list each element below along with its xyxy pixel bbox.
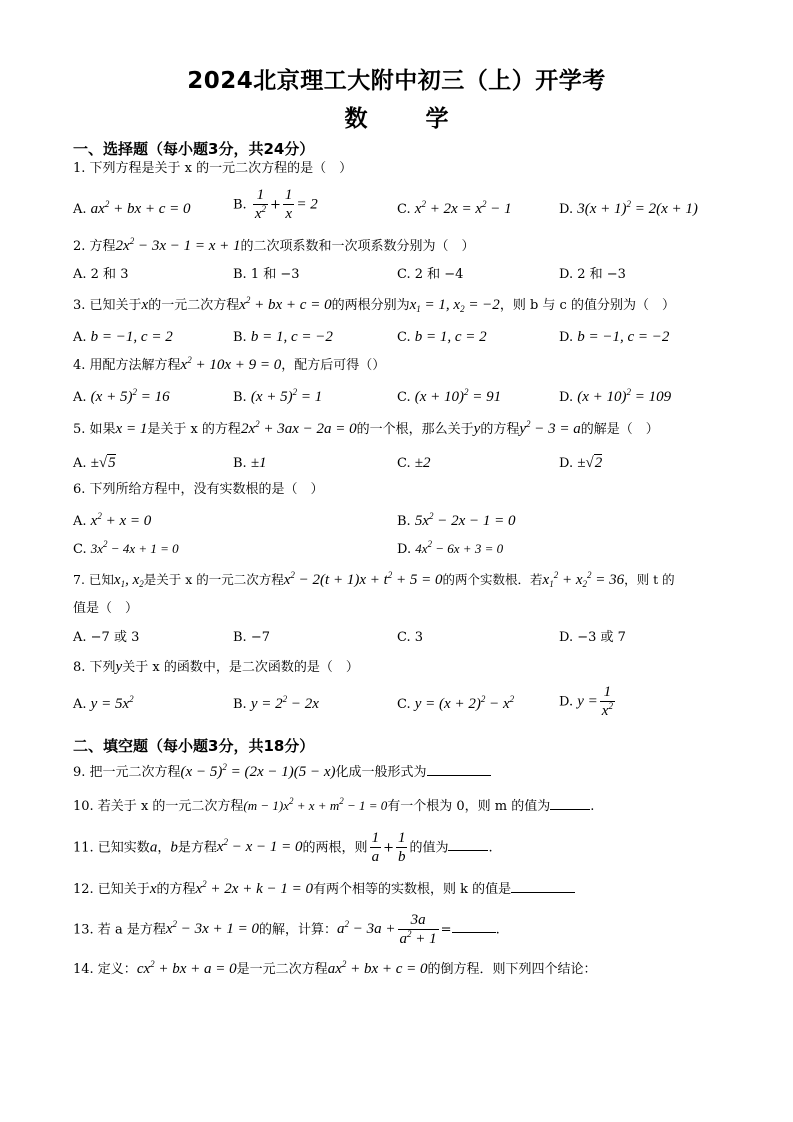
q1-option-b: B. $\frac{1}{x^2}$ + $\frac{1}{x}$ = 2 bbox=[233, 187, 318, 222]
q8-option-b: B. $y = 2^2 - 2x$ bbox=[233, 694, 319, 712]
q8-option-d: D. y = $\frac{1}{x^2}$ bbox=[559, 684, 613, 719]
section-heading-choice: 一、选择题（每小题3分，共24分） bbox=[73, 140, 315, 158]
q1-option-a: A. $ax^2$ + bx + c = 0 bbox=[73, 199, 191, 217]
q10-stem: 10. 若关于 x 的一元二次方程$(m - 1)x^2 + x + m^2 - 1 = 0$有一个根为 0，则 m 的值为 . bbox=[73, 796, 595, 814]
q9-stem: 9. 把一元二次方程$(x - 5)^2 = (2x - 1)(5 - x)$化成一般形式为 bbox=[73, 763, 491, 781]
q7-option-a: A. −7 或 3 bbox=[73, 630, 140, 645]
q4-option-b: B. $(x + 5)^2 = 1$ bbox=[233, 387, 323, 405]
q1-option-c: C. $x^2 + 2x = x^2 - 1$ bbox=[397, 199, 512, 217]
q4-option-a: A. $(x + 5)^2 = 16$ bbox=[73, 387, 170, 405]
q8-stem: 8. 下列y关于 x 的函数中，是二次函数的是（ ） bbox=[73, 659, 359, 675]
q3-option-b: B. b = 1, c = −2 bbox=[233, 329, 333, 345]
q6-option-a: A. $x^2 + x = 0$ bbox=[73, 511, 152, 529]
q2-stem: 2. 方程$2x^2 - 3x - 1 = x + 1$的二次项系数和一次项系数分别为（ ） bbox=[73, 236, 475, 254]
q4-option-c: C. $(x + 10)^2 = 91$ bbox=[397, 387, 502, 405]
q1-stem: 1. 下列方程是关于 x 的一元二次方程的是（ ） bbox=[73, 161, 353, 176]
q5-stem: 5. 如果x = 1是关于 x 的方程$2x^2 + 3ax - 2a = 0$的一个根，那么关于y的方程$y^2 - 3 = a$的解是（ ） bbox=[73, 419, 659, 437]
q7-stem-continued: 值是（ ） bbox=[73, 601, 139, 616]
q4-stem: 4. 用配方法解方程$x^2 + 10x + 9 = 0$，配方后可得（） bbox=[73, 355, 386, 373]
q3-option-c: C. b = 1, c = 2 bbox=[397, 329, 487, 345]
q7-option-c: C. 3 bbox=[397, 630, 424, 645]
q2-option-a: A. 2 和 3 bbox=[73, 267, 129, 282]
q5-option-b: B. ±1 bbox=[233, 455, 267, 471]
q8-option-a: A. $y = 5x^2$ bbox=[73, 694, 134, 712]
q6-option-c: C. $3x^2 - 4x + 1 = 0$ bbox=[73, 539, 179, 557]
q13-stem: 13. 若 a 是方程$x^2 - 3x + 1 = 0$的解，计算：$a^2 - 3a$ + $\frac{3a}{a^2 + 1}$ = . bbox=[73, 912, 500, 947]
q2-option-b: B. 1 和 −3 bbox=[233, 267, 300, 282]
q4-option-d: D. $(x + 10)^2 = 109$ bbox=[559, 387, 672, 405]
exam-title: 2024北京理工大附中初三（上）开学考 bbox=[187, 68, 606, 94]
q3-option-a: A. b = −1, c = 2 bbox=[73, 329, 173, 345]
q14-stem: 14. 定义：$cx^2$ + bx + a = 0是一元二次方程$ax^2$ + bx + c = 0的倒方程．则下列四个结论： bbox=[73, 959, 597, 977]
q2-option-d: D. 2 和 −3 bbox=[559, 267, 626, 282]
q7-stem: 7. 已知$x_1$, $x_2$是关于 x 的一元二次方程$x^2 - 2(t + 1)x + t^2 + 5 = 0$的两个实数根．若$x_1^2 + x_2^2 = 36$，则 t 的 bbox=[73, 570, 675, 589]
q6-option-d: D. $4x^2 - 6x + 3 = 0$ bbox=[397, 539, 504, 557]
q5-option-d: D. ±√2 bbox=[559, 455, 603, 471]
q3-option-d: D. b = −1, c = −2 bbox=[559, 329, 670, 345]
q12-stem: 12. 已知关于x的方程$x^2 + 2x + k - 1 = 0$有两个相等的实数根，则 k 的值是 bbox=[73, 880, 575, 898]
exam-subject: 数 学 bbox=[344, 106, 449, 132]
q6-stem: 6. 下列所给方程中，没有实数根的是（ ） bbox=[73, 482, 324, 497]
q3-stem: 3. 已知关于x的一元二次方程$x^2$ + bx + c = 0的两根分别为$x_1 = 1$, $x_2 = -2$，则 b 与 c 的值分别为（ ） bbox=[73, 295, 675, 314]
q11-stem: 11. 已知实数a，b是方程$x^2 - x - 1 = 0$的两根，则 $\frac{1}{a}$ + $\frac{1}{b}$ 的值为 . bbox=[73, 830, 493, 865]
q5-option-a: A. ±√5 bbox=[73, 455, 116, 471]
q8-option-c: C. $y = (x + 2)^2 - x^2$ bbox=[397, 694, 515, 712]
section-heading-fill-blank: 二、填空题（每小题3分，共18分） bbox=[73, 737, 315, 755]
q7-option-b: B. −7 bbox=[233, 630, 270, 645]
q6-option-b: B. $5x^2 - 2x - 1 = 0$ bbox=[397, 511, 516, 529]
q5-option-c: C. ±2 bbox=[397, 455, 431, 471]
q7-option-d: D. −3 或 7 bbox=[559, 630, 626, 645]
q1-option-d: D. $3(x + 1)^2 = 2(x + 1)$ bbox=[559, 199, 698, 217]
q2-option-c: C. 2 和 −4 bbox=[397, 267, 464, 282]
